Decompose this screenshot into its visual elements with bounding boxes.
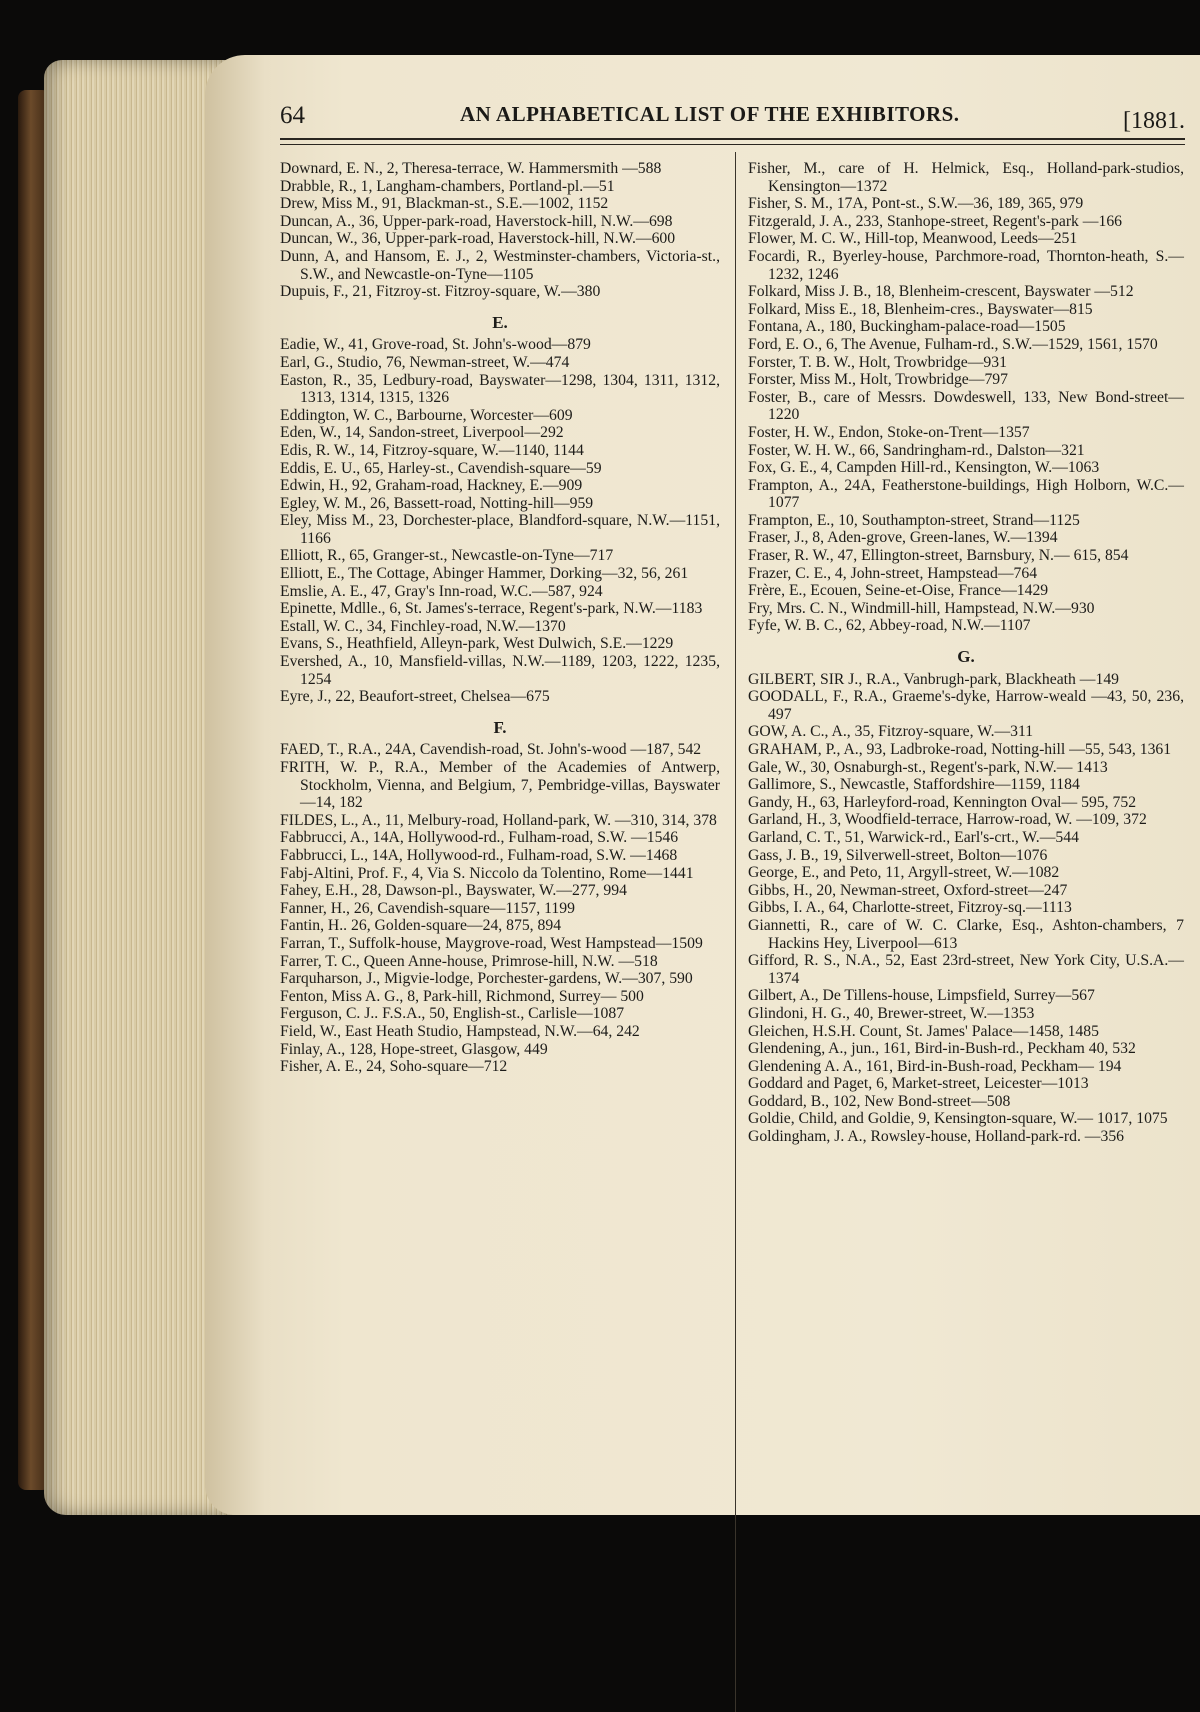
exhibitor-entry: Fabbrucci, A., 14A, Hollywood-rd., Fulham-road, S.W. —1546 [280,829,679,847]
column-divider [735,152,736,1712]
exhibitor-entry: Eadie, W., 41, Grove-road, St. John's-wood—879 [280,336,591,354]
exhibitor-entry: Fry, Mrs. C. N., Windmill-hill, Hampstead, N.W.—930 [748,599,1095,617]
exhibitor-entry: Glindoni, H. G., 40, Brewer-street, W.—1353 [748,1004,1035,1022]
exhibitor-entry: Garland, C. T., 51, Warwick-rd., Earl's-crt., W.—544 [748,828,1079,846]
exhibitor-entry: Glendening, A., jun., 161, Bird-in-Bush-rd., Peckham 40, 532 [748,1040,1136,1058]
exhibitor-entry: Garland, H., 3, Woodfield-terrace, Harrow-road, W. —109, 372 [748,811,1147,829]
exhibitor-entry: Frampton, A., 24A, Featherstone-buildings, High Holborn, W.C.—1077 [748,476,1184,512]
exhibitor-entry: Edis, R. W., 14, Fitzroy-square, W.—1140, 1144 [280,441,584,459]
exhibitor-entry: Flower, M. C. W., Hill-top, Meanwood, Leeds—251 [748,230,1078,248]
exhibitor-entry: Goldie, Child, and Goldie, 9, Kensington-square, W.— 1017, 1075 [748,1110,1168,1128]
section-heading: F. [493,717,507,737]
exhibitor-entry: Duncan, A., 36, Upper-park-road, Haverstock-hill, N.W.—698 [280,212,673,230]
exhibitor-entry: Fabbrucci, L., 14A, Hollywood-rd., Fulham-road, S.W. —1468 [280,846,678,864]
header-rule [280,138,1185,140]
page-header [280,100,1185,140]
exhibitor-entry: Gallimore, S., Newcastle, Staffordshire—1159, 1184 [748,776,1080,794]
page-number: 64 [280,102,305,129]
exhibitor-entry: Foster, W. H. W., 66, Sandringham-rd., Dalston—321 [748,441,1085,459]
exhibitor-entry: Gass, J. B., 19, Silverwell-street, Bolton—1076 [748,846,1048,864]
exhibitor-entry: Egley, W. M., 26, Bassett-road, Notting-hill—959 [280,494,594,512]
exhibitor-entry: Forster, Miss M., Holt, Trowbridge—797 [748,371,1008,389]
exhibitor-entry: Evans, S., Heathfield, Alleyn-park, West Dulwich, S.E.—1229 [280,635,674,653]
exhibitor-entry: Gleichen, H.S.H. Count, St. James' Palace—1458, 1485 [748,1022,1099,1040]
exhibitor-entry: Eyre, J., 22, Beaufort-street, Chelsea—675 [280,688,550,706]
exhibitor-entry: GOW, A. C., A., 35, Fitzroy-square, W.—311 [748,723,1034,741]
exhibitor-entry: Gibbs, I. A., 64, Charlotte-street, Fitzroy-sq.—1113 [748,899,1072,917]
exhibitor-entry: Glendening A. A., 161, Bird-in-Bush-road, Peckham— 194 [748,1057,1122,1075]
exhibitor-entry: Ferguson, C. J.. F.S.A., 50, English-st., Carlisle—1087 [280,1005,625,1023]
exhibitor-entry: Drabble, R., 1, Langham-chambers, Portland-pl.—51 [280,177,615,195]
exhibitor-entry: Estall, W. C., 34, Finchley-road, N.W.—1370 [280,617,566,635]
exhibitor-entry: FILDES, L., A., 11, Melbury-road, Holland-park, W. —310, 314, 378 [280,811,717,829]
exhibitor-entry: Foster, B., care of Messrs. Dowdeswell, 133, New Bond-street—1220 [748,388,1184,424]
exhibitor-entry: Giannetti, R., care of W. C. Clarke, Esq., Ashton-chambers, 7 Hackins Hey, Liverpool—613 [748,916,1184,952]
right-column [748,160,1184,1146]
exhibitor-entry: Frampton, E., 10, Southampton-street, Strand—1125 [748,511,1080,529]
exhibitor-entry: Focardi, R., Byerley-house, Parchmore-road, Thornton-heath, S.—1232, 1246 [748,247,1184,283]
exhibitor-entry: Foster, H. W., Endon, Stoke-on-Trent—1357 [748,423,1030,441]
exhibitor-entry: Fitzgerald, J. A., 233, Stanhope-street, Regent's-park —166 [748,212,1123,230]
exhibitor-entry: Fraser, R. W., 47, Ellington-street, Barnsbury, N.— 615, 854 [748,547,1129,565]
exhibitor-entry: Forster, T. B. W., Holt, Trowbridge—931 [748,353,1007,371]
exhibitor-entry: Finlay, A., 128, Hope-street, Glasgow, 449 [280,1040,548,1058]
left-column [280,160,720,1076]
exhibitor-entry: Fyfe, W. B. C., 62, Abbey-road, N.W.—1107 [748,617,1031,635]
exhibitor-entry: GILBERT, SIR J., R.A., Vanbrugh-park, Blackheath —149 [748,670,1120,688]
exhibitor-entry: Dupuis, F., 21, Fitzroy-st. Fitzroy-square, W.—380 [280,283,601,301]
section-heading: E. [492,312,508,332]
exhibitor-entry: Evershed, A., 10, Mansfield-villas, N.W.—1189, 1203, 1222, 1235, 1254 [280,653,720,688]
exhibitor-entry: Fraser, J., 8, Aden-grove, Green-lanes, W.—1394 [748,529,1058,547]
exhibitor-entry: Gilbert, A., De Tillens-house, Limpsfield, Surrey—567 [748,987,1095,1005]
page-year: [1881. [1123,108,1185,134]
exhibitor-entry: Dunn, A, and Hansom, E. J., 2, Westminster-chambers, Victoria-st., S.W., and Newcastle-on-Tyne—1105 [280,247,720,283]
exhibitor-entry: Elliott, E., The Cottage, Abinger Hammer, Dorking—32, 56, 261 [280,565,689,583]
exhibitor-entry: Earl, G., Studio, 76, Newman-street, W.—474 [280,353,570,371]
exhibitor-entry: Eden, W., 14, Sandon-street, Liverpool—292 [280,424,564,442]
exhibitor-entry: GOODALL, F., R.A., Graeme's-dyke, Harrow-weald —43, 50, 236, 497 [748,688,1184,723]
exhibitor-entry: Fontana, A., 180, Buckingham-palace-road—1505 [748,318,1066,336]
exhibitor-entry: FAED, T., R.A., 24A, Cavendish-road, St. John's-wood —187, 542 [280,741,702,759]
exhibitor-entry: Epinette, Mdlle., 6, St. James's-terrace, Regent's-park, N.W.—1183 [280,600,703,618]
exhibitor-entry: Gibbs, H., 20, Newman-street, Oxford-street—247 [748,881,1068,899]
exhibitor-entry: Goddard, B., 102, New Bond-street—508 [748,1092,1011,1110]
section-heading: G. [957,647,975,667]
exhibitor-entry: Downard, E. N., 2, Theresa-terrace, W. Hammersmith —588 [280,160,662,177]
exhibitor-entry: FRITH, W. P., R.A., Member of the Academies of Antwerp, Stockholm, Vienna, and Belgium, 7, Pembridge-villas, Bayswater—14, 182 [280,759,720,812]
exhibitor-entry: Easton, R., 35, Ledbury-road, Bayswater—1298, 1304, 1311, 1312, 1313, 1314, 1315, 1326 [280,371,720,407]
page-title: AN ALPHABETICAL LIST OF THE EXHIBITORS. [460,102,960,126]
exhibitor-entry: Fox, G. E., 4, Campden Hill-rd., Kensington, W.—1063 [748,459,1100,477]
exhibitor-entry: Edwin, H., 92, Graham-road, Hackney, E.—909 [280,477,583,495]
exhibitor-entry: Fisher, S. M., 17A, Pont-st., S.W.—36, 189, 365, 979 [748,195,1084,213]
exhibitor-entry: Fisher, A. E., 24, Soho-square—712 [280,1058,508,1076]
exhibitor-entry: Eddis, E. U., 65, Harley-st., Cavendish-square—59 [280,459,602,477]
exhibitor-entry: Field, W., East Heath Studio, Hampstead, N.W.—64, 242 [280,1022,640,1040]
exhibitor-entry: Gale, W., 30, Osnaburgh-st., Regent's-park, N.W.— 1413 [748,758,1108,776]
exhibitor-entry: Farrer, T. C., Queen Anne-house, Primrose-hill, N.W. —518 [280,952,658,970]
exhibitor-entry: Fahey, E.H., 28, Dawson-pl., Bayswater, W.—277, 994 [280,882,627,900]
exhibitor-entry: Fisher, M., care of H. Helmick, Esq., Holland-park-studios, Kensington—1372 [748,160,1184,195]
exhibitor-entry: Elliott, R., 65, Granger-st., Newcastle-on-Tyne—717 [280,547,614,565]
header-rule-thin [280,144,1185,145]
exhibitor-entry: Folkard, Miss E., 18, Blenheim-cres., Bayswater—815 [748,300,1093,318]
exhibitor-entry: Gandy, H., 63, Harleyford-road, Kennington Oval— 595, 752 [748,793,1137,811]
exhibitor-entry: Fantin, H.. 26, Golden-square—24, 875, 894 [280,917,562,935]
exhibitor-entry: GRAHAM, P., A., 93, Ladbroke-road, Notting-hill —55, 543, 1361 [748,741,1172,758]
exhibitor-entry: Frazer, C. E., 4, John-street, Hampstead—764 [748,564,1038,582]
exhibitor-entry: Fenton, Miss A. G., 8, Park-hill, Richmond, Surrey— 500 [280,987,644,1005]
exhibitor-entry: Gifford, R. S., N.A., 52, East 23rd-street, New York City, U.S.A.—1374 [748,952,1184,987]
exhibitor-entry: Duncan, W., 36, Upper-park-road, Haverstock-hill, N.W.—600 [280,230,676,248]
exhibitor-entry: Frère, E., Ecouen, Seine-et-Oise, France—1429 [748,582,1049,600]
exhibitor-entry: Fabj-Altini, Prof. F., 4, Via S. Niccolo da Tolentino, Rome—1441 [280,864,694,882]
exhibitor-entry: Goldingham, J. A., Rowsley-house, Holland-park-rd. —356 [748,1128,1125,1146]
exhibitor-entry: Farquharson, J., Migvie-lodge, Porchester-gardens, W.—307, 590 [280,970,693,988]
exhibitor-entry: Fanner, H., 26, Cavendish-square—1157, 1199 [280,899,575,917]
exhibitor-entry: Emslie, A. E., 47, Gray's Inn-road, W.C.—587, 924 [280,582,603,600]
exhibitor-entry: Ford, E. O., 6, The Avenue, Fulham-rd., S.W.—1529, 1561, 1570 [748,335,1158,353]
exhibitor-entry: Drew, Miss M., 91, Blackman-st., S.E.—1002, 1152 [280,195,609,213]
exhibitor-entry: Eddington, W. C., Barbourne, Worcester—609 [280,406,573,424]
exhibitor-entry: Goddard and Paget, 6, Market-street, Leicester—1013 [748,1075,1089,1093]
exhibitor-entry: Folkard, Miss J. B., 18, Blenheim-crescent, Bayswater —512 [748,283,1134,301]
exhibitor-entry: Eley, Miss M., 23, Dorchester-place, Blandford-square, N.W.—1151, 1166 [280,512,720,547]
exhibitor-entry: Farran, T., Suffolk-house, Maygrove-road, West Hampstead—1509 [280,934,703,952]
exhibitor-entry: George, E., and Peto, 11, Argyll-street, W.—1082 [748,864,1060,882]
